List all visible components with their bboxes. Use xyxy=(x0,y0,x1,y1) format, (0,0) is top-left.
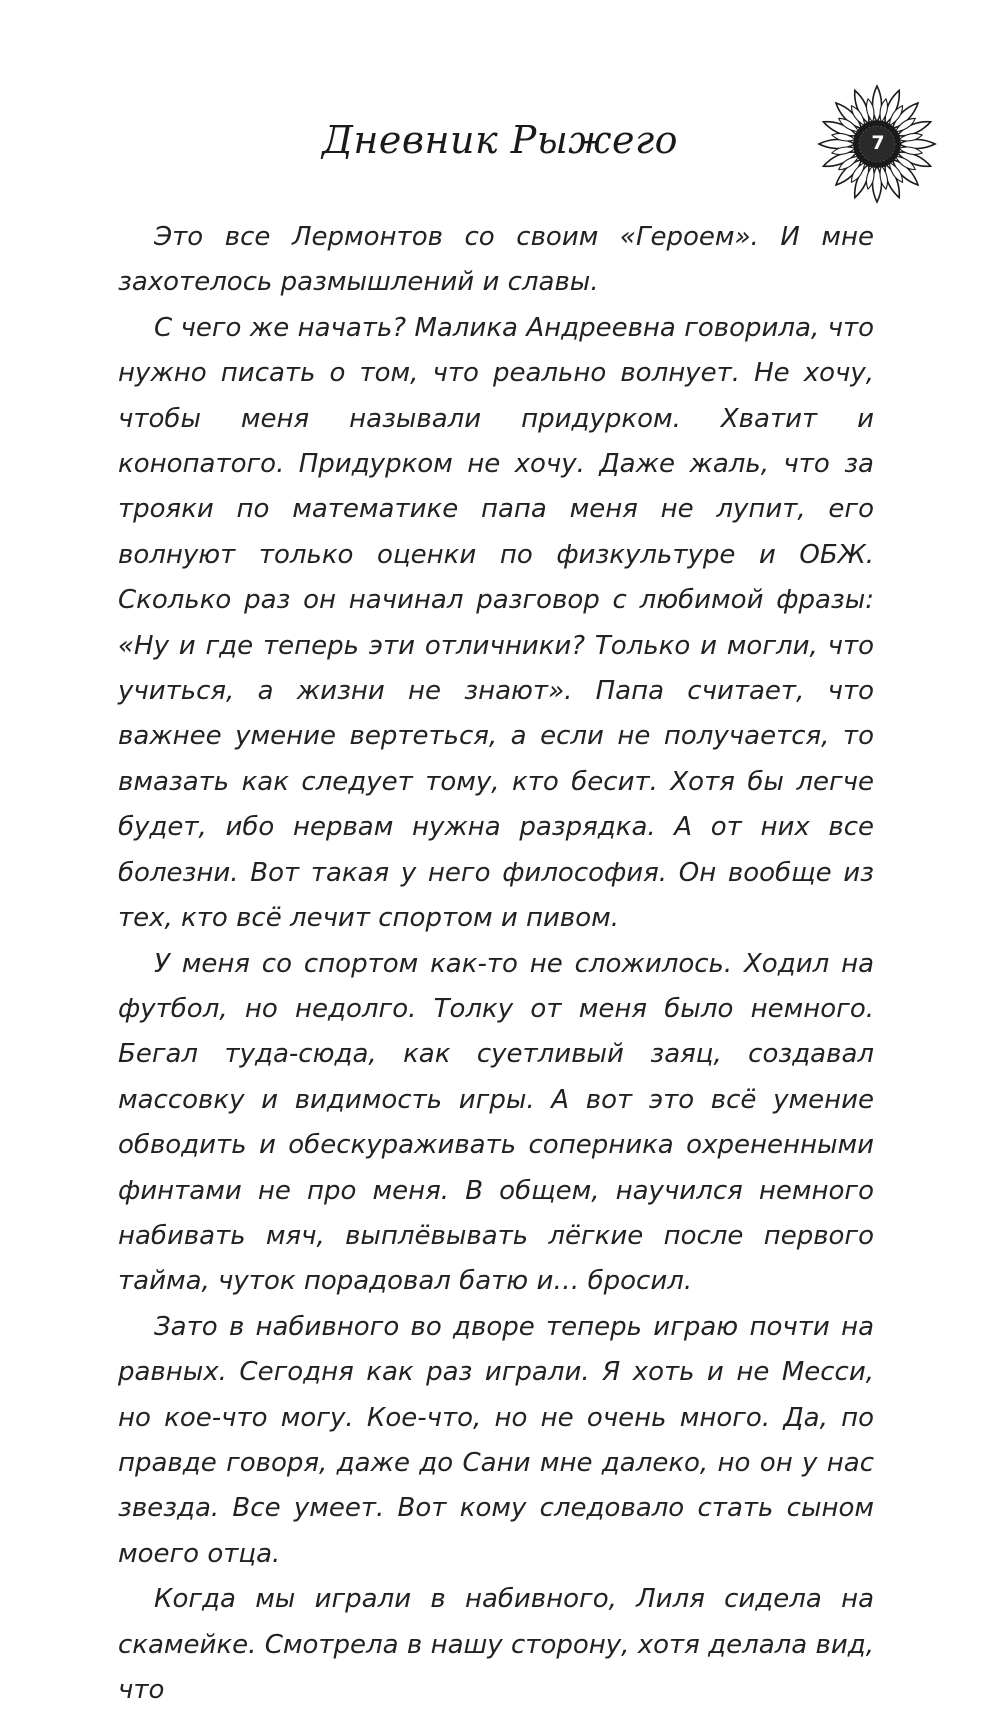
page-number: 7 xyxy=(871,132,885,154)
paragraph: У меня со спортом как-то не сложилось. Ходил на футбол, но недолго. Толку от меня было немного. Бегал туда-сюда, как суетливый заяц, создавал массовку и видимость игры. А вот это всё умение обводить и обескураживать соперника охрененными финтами не про меня. В общем, научился немного набивать мяч, выплёвывать лёгкие после первого тайма, чуток порадовал батю и… бросил. xyxy=(118,948,874,1297)
paragraph: Это все Лермонтов со своим «Героем». И мне захотелось размышлений и славы. xyxy=(118,222,874,298)
running-title: Дневник Рыжего xyxy=(321,118,679,162)
body-text xyxy=(118,215,874,1713)
paragraph: Зато в набивного во дворе теперь играю почти на равных. Сегодня как раз играли. Я хоть и не Месси, но кое-что могу. Кое-что, но не очень много. Да, по правде говоря, даже до Сани мне далеко, но он у нас звезда. Все умеет. Вот кому следовало стать сыном моего отца. xyxy=(118,1311,874,1569)
paragraph: С чего же начать? Малика Андреевна говорила, что нужно писать о том, что реально волнует. Не хочу, чтобы меня называли придурком. Хватит и конопатого. Придурком не хочу. Даже жаль, что за трояки по математике папа меня не лупит, его волнуют только оценки по физкультуре и ОБЖ. Сколько раз он начинал разговор с любимой фразы: «Ну и где теперь эти отличники? Только и могли, что учиться, а жизни не знают». Папа считает, что важнее умение вертеться, а если не получается, то вмазать как следует тому, кто бесит. Хотя бы легче будет, ибо нервам нужна разрядка. А от них все болезни. Вот такая у него философия. Он вообще из тех, кто всё лечит спортом и пивом. xyxy=(118,312,874,934)
paragraph: Когда мы играли в набивного, Лиля сидела на скамейке. Смотрела в нашу сторону, хотя делала вид, что xyxy=(118,1584,874,1705)
